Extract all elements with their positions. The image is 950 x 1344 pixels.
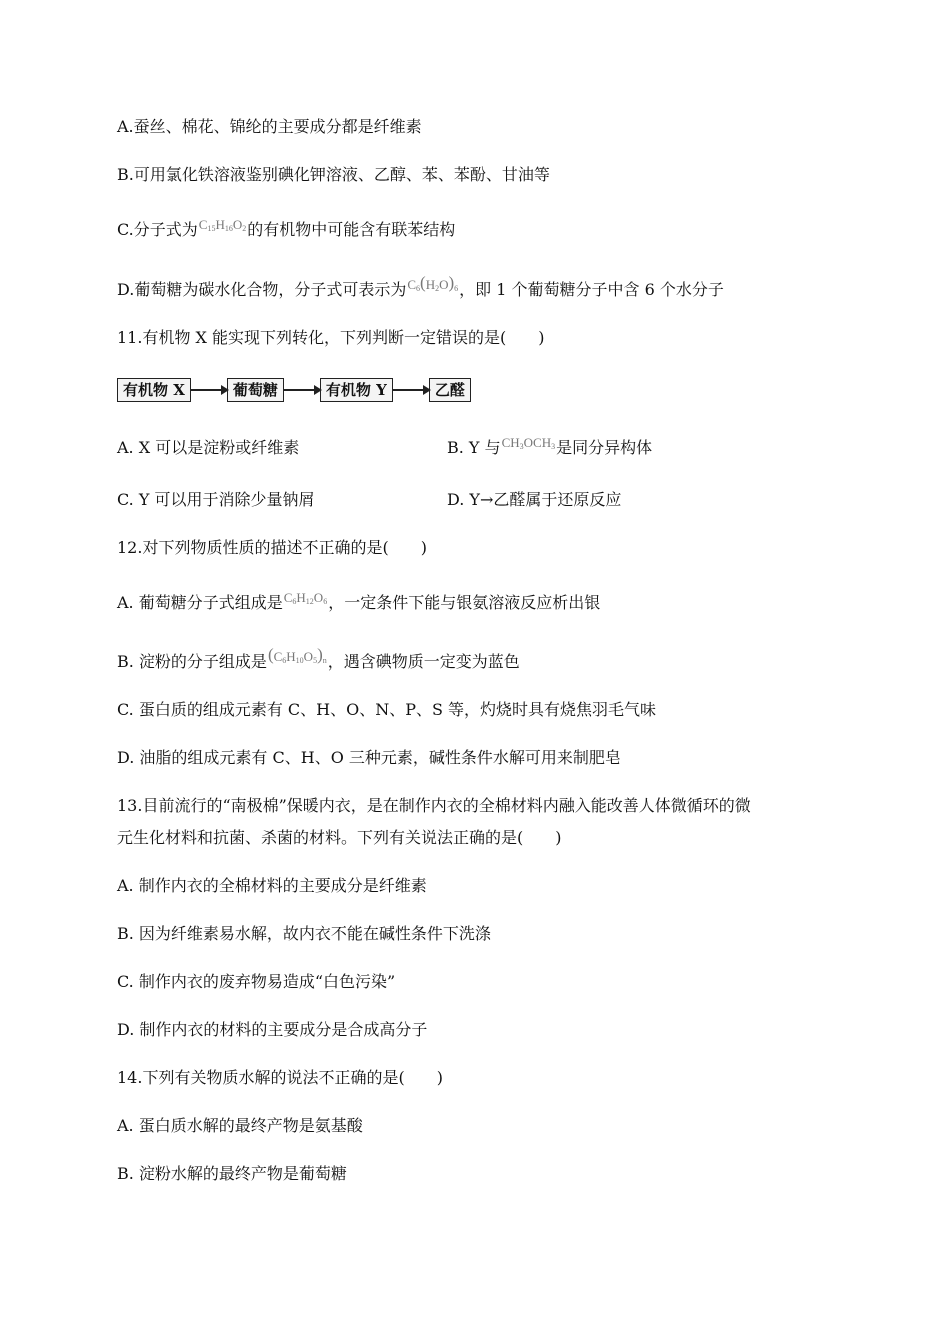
flow-box-y: 有机物 Y [320, 378, 393, 402]
q14-option-b: B. 淀粉水解的最终产物是葡萄糖 [117, 1164, 347, 1183]
q12-option-b: B. 淀粉的分子组成是$^{(C_6H_{10}O_5)_n}$，遇含碘物质一定变为蓝色 [117, 645, 520, 671]
q13-option-c: C. 制作内衣的废弃物易造成“白色污染” [117, 972, 396, 991]
conversion-flow-diagram [117, 377, 471, 403]
flow-arrow-icon [284, 389, 320, 391]
q12-option-a: A. 葡萄糖分子式组成是$^{C_6H_{12}O_6}$，一定条件下能与银氨溶液反应析出银 [117, 590, 601, 612]
q11-option-b: B. Y 与$^{CH_3OCH_3}$是同分异构体 [447, 435, 653, 457]
q13-option-a: A. 制作内衣的全棉材料的主要成分是纤维素 [117, 876, 427, 895]
q10-option-b: B.可用氯化铁溶液鉴别碘化钾溶液、乙醇、苯、苯酚、甘油等 [117, 165, 550, 184]
q12-option-d: D. 油脂的组成元素有 C、H、O 三种元素，碱性条件水解可用来制肥皂 [117, 748, 621, 767]
q10-option-d: D.葡萄糖为碳水化合物，分子式可表示为$^{C_6(H_2O)_6}$，即 1 个葡萄糖分子中含 6 个水分子 [117, 273, 724, 299]
formula-ch3och3: CH3OCH3 [501, 435, 556, 451]
q12-option-c: C. 蛋白质的组成元素有 C、H、O、N、P、S 等，灼烧时具有烧焦羽毛气味 [117, 700, 657, 719]
flow-box-glucose: 葡萄糖 [227, 378, 284, 402]
q14-option-a: A. 蛋白质水解的最终产物是氨基酸 [117, 1116, 363, 1135]
flow-box-acetaldehyde: 乙醛 [429, 378, 471, 402]
q14-stem: 14.下列有关物质水解的说法不正确的是( ) [117, 1068, 443, 1087]
q11-option-a: A. X 可以是淀粉或纤维素 [117, 438, 300, 457]
formula-c15h16o2: C15H16O2 [198, 217, 247, 233]
q13-option-d: D. 制作内衣的材料的主要成分是合成高分子 [117, 1020, 428, 1039]
flow-arrow-icon [393, 389, 429, 391]
formula-c6-h2o-6: C6(H2O)6 [407, 273, 459, 293]
q10-option-a: A.蚕丝、棉花、锦纶的主要成分都是纤维素 [117, 117, 422, 136]
formula-starch: (C6H10O5)n [267, 645, 327, 665]
q11-stem: 11.有机物 X 能实现下列转化，下列判断一定错误的是( ) [117, 328, 545, 347]
q10-option-c: C.分子式为$^{C_{15}H_{16}O_2}$的有机物中可能含有联苯结构 [117, 217, 456, 239]
formula-c6h12o6: C6H12O6 [283, 590, 328, 606]
q13-option-b: B. 因为纤维素易水解，故内衣不能在碱性条件下洗涤 [117, 924, 491, 943]
flow-arrow-icon [191, 389, 227, 391]
q11-option-d: D. Y→乙醛属于还原反应 [447, 490, 622, 509]
flow-box-x: 有机物 X [117, 378, 191, 402]
q12-stem: 12.对下列物质性质的描述不正确的是( ) [117, 538, 427, 557]
q11-option-c: C. Y 可以用于消除少量钠屑 [117, 490, 315, 509]
q13-stem-line2: 元生化材料和抗菌、杀菌的材料。下列有关说法正确的是( ) [117, 828, 562, 847]
q13-stem-line1: 13.目前流行的“南极棉”保暖内衣，是在制作内衣的全棉材料内融入能改善人体微循环的微 [117, 796, 751, 815]
